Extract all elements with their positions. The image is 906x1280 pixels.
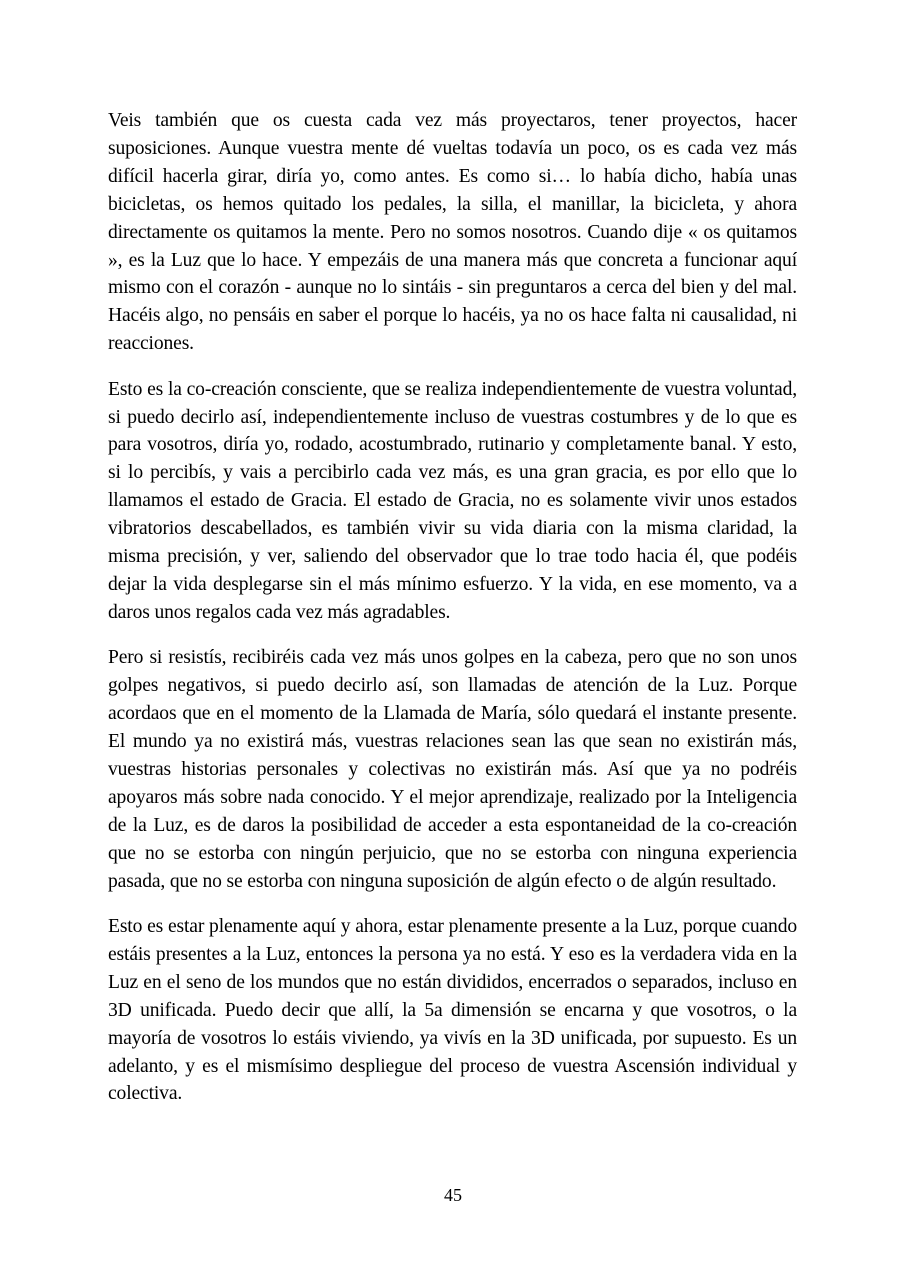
paragraph-1: Veis también que os cuesta cada vez más proyectaros, tener proyectos, hacer suposiciones. Aunque vuestra mente dé vueltas todavía un poco, os es cada vez más difícil hacerla girar, diría yo, como antes. Es como si… lo había dicho, había unas bicicletas, os hemos quitado los pedales, la silla, el manillar, la bicicleta, y ahora directamente os quitamos la mente. Pero no somos nosotros. Cuando dije « os quitamos », es la Luz que lo hace. Y empezáis de una manera más que concreta a funcionar aquí mismo con el corazón - aunque no lo sintáis - sin preguntaros a cerca del bien y del mal. Hacéis algo, no pensáis en saber el porque lo hacéis, ya no os hace falta ni causalidad, ni reacciones. (108, 110, 797, 355)
page-body (108, 107, 797, 1126)
paragraph-3: Pero si resistís, recibiréis cada vez más unos golpes en la cabeza, pero que no son unos golpes negativos, si puedo decirlo así, son llamadas de atención de la Luz. Porque acordaos que en el momento de la Llamada de María, sólo quedará el instante presente. El mundo ya no existirá más, vuestras relaciones sean las que sean no existirán más, vuestras historias personales y colectivas no existirán más. Así que ya no podréis apoyaros más sobre nada conocido. Y el mejor aprendizaje, realizado por la Inteligencia de la Luz, es de daros la posibilidad de acceder a esta espontaneidad de la co-creación que no se estorba con ningún perjuicio, que no se estorba con ninguna experiencia pasada, que no se estorba con ninguna suposición de algún efecto o de algún resultado. (108, 647, 797, 892)
page-number: 45 (444, 1185, 462, 1205)
paragraph-4: Esto es estar plenamente aquí y ahora, estar plenamente presente a la Luz, porque cuando estáis presentes a la Luz, entonces la persona ya no está. Y eso es la verdadera vida en la Luz en el seno de los mundos que no están divididos, encerrados o separados, incluso en 3D unificada. Puedo decir que allí, la 5a dimensión se encarna y que vosotros, o la mayoría de vosotros lo estáis viviendo, ya vivís en la 3D unificada, por supuesto. Es un adelanto, y es el mismísimo despliegue del proceso de vuestra Ascensión individual y colectiva. (108, 915, 797, 1105)
paragraph-2: Esto es la co-creación consciente, que se realiza independientemente de vuestra voluntad, si puedo decirlo así, independientemente incluso de vuestras costumbres y de lo que es para vosotros, diría yo, rodado, acostumbrado, rutinario y completamente banal. Y esto, si lo percibís, y vais a percibirlo cada vez más, es una gran gracia, es por ello que lo llamamos el estado de Gracia. El estado de Gracia, no es solamente vivir unos estados vibratorios descabellados, es también vivir su vida diaria con la misma claridad, la misma precisión, y ver, saliendo del observador que lo trae todo hacia él, que podéis dejar la vida desplegarse sin el más mínimo esfuerzo. Y la vida, en ese momento, va a daros unos regalos cada vez más agradables. (108, 378, 797, 623)
